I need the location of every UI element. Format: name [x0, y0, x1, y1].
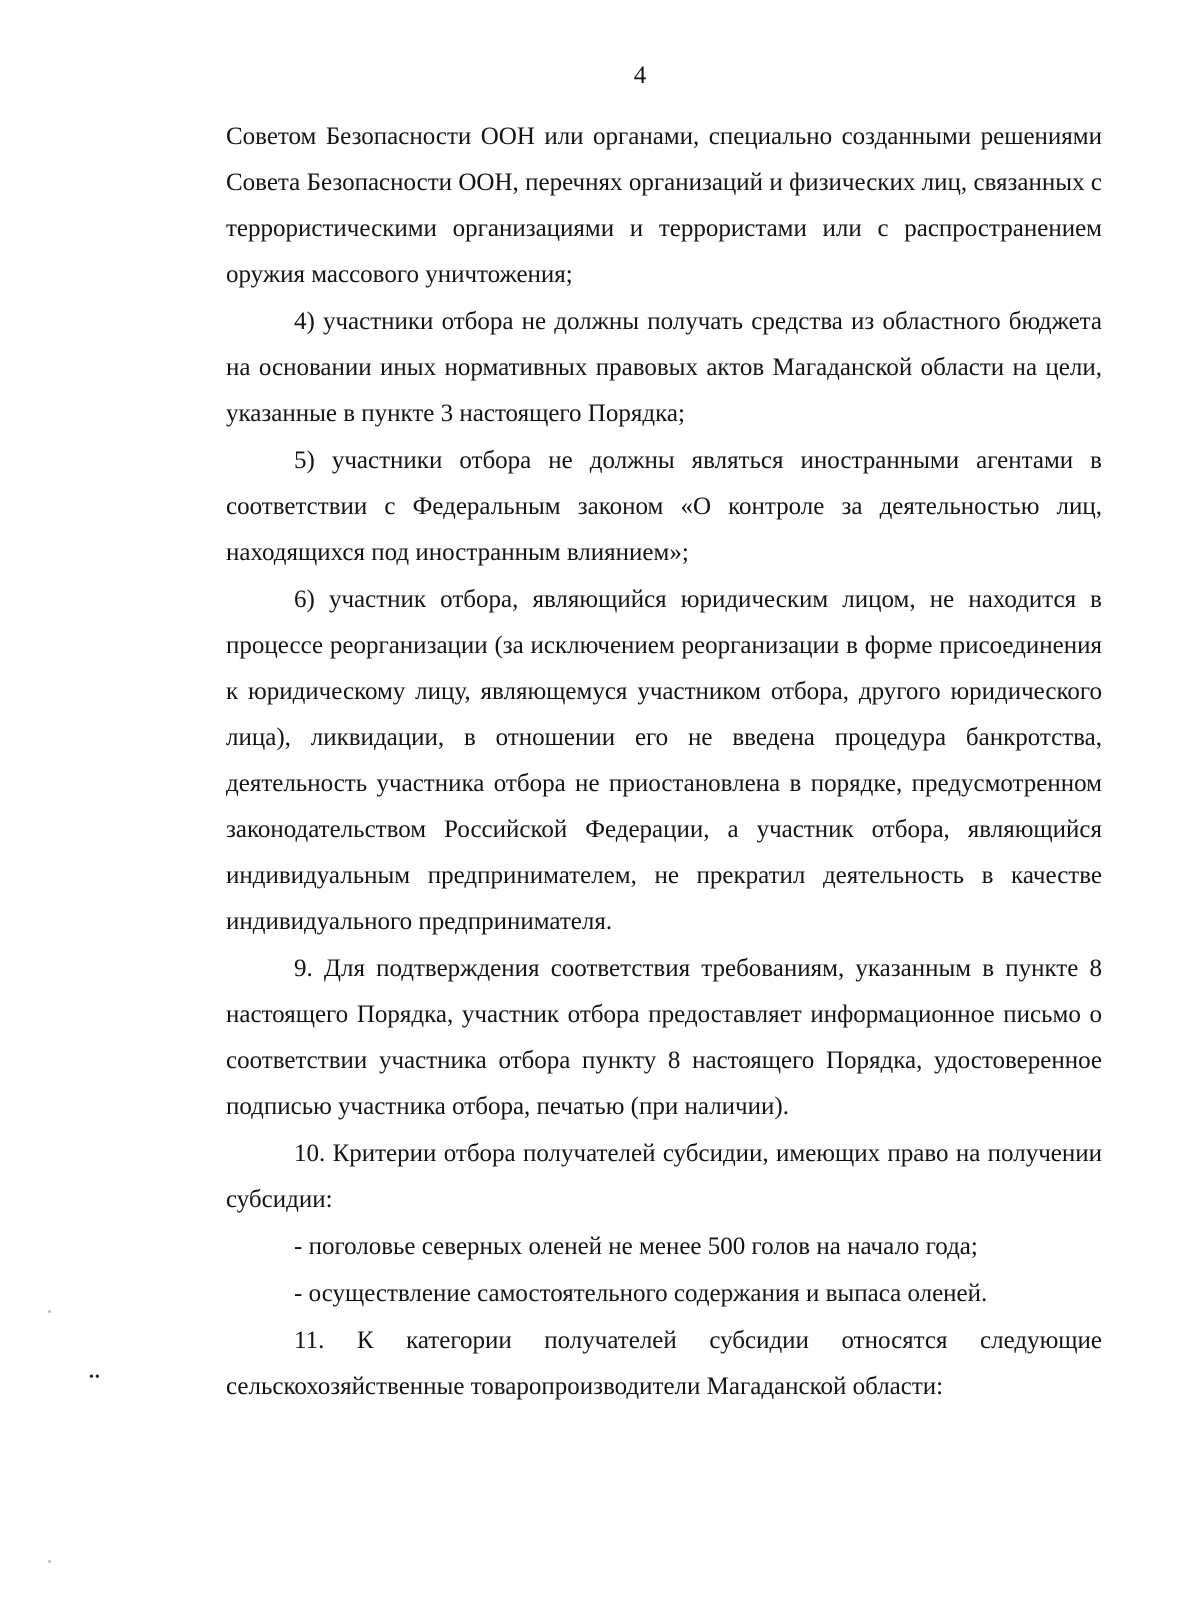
margin-mark: ••	[89, 1370, 101, 1385]
scan-speck	[48, 1560, 51, 1563]
paragraph-clause-11: 11. К категории получателей субсидии относятся следующие сельскохозяйственные товаропроизводители Магаданской области:	[226, 1327, 1102, 1400]
criteria-item-reindeer-count: - поголовье северных оленей не менее 500 голов на начало года;	[294, 1233, 978, 1260]
paragraph-item-5: 5) участники отбора не должны являться иностранными агентами в соответствии с Федеральным законом «О контроле за деятельностью лиц, находящихся под иностранным влиянием»;	[226, 447, 1102, 566]
paragraph-item-4: 4) участники отбора не должны получать средства из областного бюджета на основании иных нормативных правовых актов Магаданской области на цели, указанные в пункте 3 настоящего Порядка;	[226, 308, 1102, 427]
scan-speck	[48, 1310, 51, 1313]
paragraph-item-6: 6) участник отбора, являющийся юридическим лицом, не находится в процессе реорганизации (за исключением реорганизации в форме присоединения к юридическому лицу, являющемуся участником отбора, другого юридического лица), ликвидации, в отношении его не введена процедура банкротства, деятельность участника отбора не приостановлена в порядке, предусмотренном законодательством Российской Федерации, а участник отбора, являющийся индивидуальным предпринимателем, не прекратил деятельность в качестве индивидуального предпринимателя.	[226, 586, 1102, 935]
paragraph-continuation: Советом Безопасности ООН или органами, специально созданными решениями Совета Безопасности ООН, перечнях организаций и физических лиц, связанных с террористическими организациями и террористами или с распространением оружия массового уничтожения;	[226, 123, 1102, 288]
criteria-item-herding: - осуществление самостоятельного содержания и выпаса оленей.	[294, 1280, 988, 1307]
paragraph-clause-9: 9. Для подтверждения соответствия требованиям, указанным в пункте 8 настоящего Порядка, участник отбора предоставляет информационное письмо о соответствии участника отбора пункту 8 настоящего Порядка, удостоверенное подписью участника отбора, печатью (при наличии).	[226, 955, 1102, 1120]
paragraph-clause-10: 10. Критерии отбора получателей субсидии, имеющих право на получении субсидии:	[226, 1140, 1102, 1213]
document-body	[226, 114, 1102, 1411]
page-number: 4	[633, 62, 647, 89]
